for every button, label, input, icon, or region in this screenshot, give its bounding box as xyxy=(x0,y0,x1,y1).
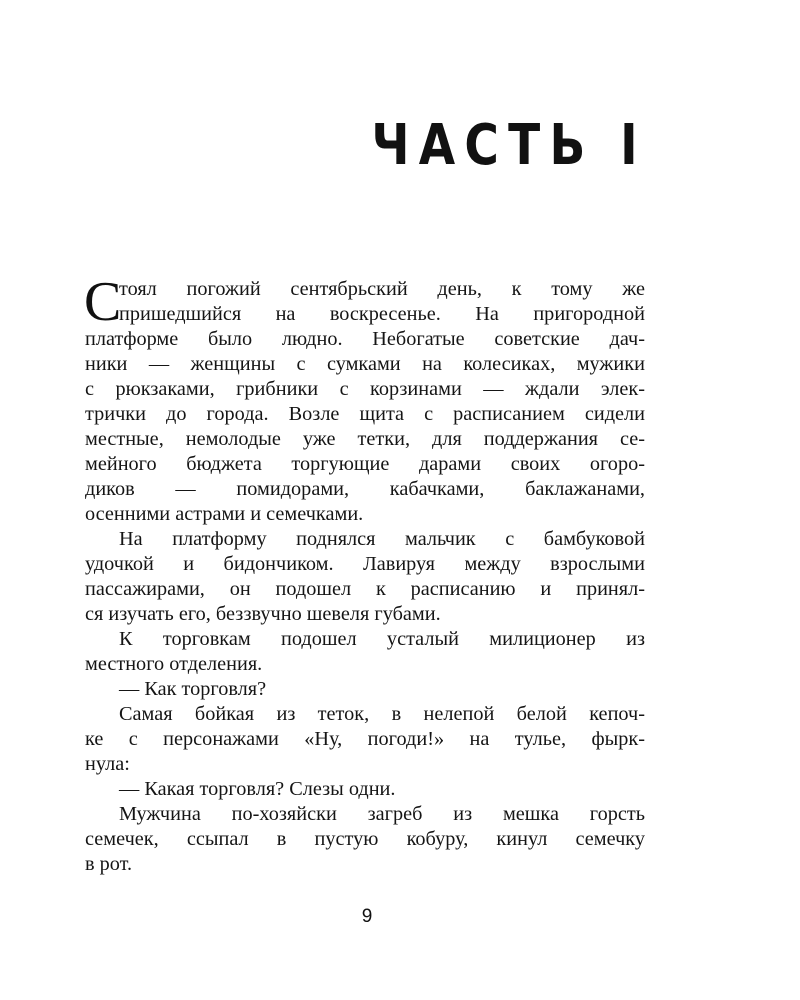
text-line: осенними астрами и семечками. xyxy=(85,503,364,525)
text-line: ке с персонажами «Ну, погоди!» на тулье, фырк- xyxy=(85,728,645,750)
page-number: 9 xyxy=(361,906,373,927)
text-line: пассажирами, он подошел к расписанию и принял- xyxy=(85,578,645,600)
text-line: нула: xyxy=(85,753,130,775)
text-line: — Как торговля? xyxy=(119,678,267,700)
text-line: Мужчина по-хозяйски загреб из мешка горсть xyxy=(119,803,645,825)
text-line: На платформу поднялся мальчик с бамбуковой xyxy=(119,528,645,550)
text-line: пришедшийся на воскресенье. На пригородной xyxy=(119,303,645,325)
text-line: платформе было людно. Небогатые советские дач- xyxy=(85,328,645,350)
text-line: ся изучать его, беззвучно шевеля губами. xyxy=(85,603,441,625)
text-line: семечек, ссыпал в пустую кобуру, кинул семечку xyxy=(85,828,645,850)
text-line: тоял погожий сентябрьский день, к тому же xyxy=(119,278,645,300)
part-heading: ЧАСТЬ I xyxy=(371,113,647,178)
text-line: местного отделения. xyxy=(85,653,263,675)
body-text xyxy=(84,271,645,877)
text-line: диков — помидорами, кабачками, баклажанами, xyxy=(85,478,645,500)
text-line: трички до города. Возле щита с расписанием сидели xyxy=(85,403,645,425)
text-line: ники — женщины с сумками на колесиках, мужики xyxy=(85,353,645,375)
text-line: Самая бойкая из теток, в нелепой белой кепоч- xyxy=(119,703,645,725)
text-line: мейного бюджета торгующие дарами своих огоро- xyxy=(85,453,645,475)
text-line: К торговкам подошел усталый милиционер из xyxy=(119,628,645,650)
text-line: удочкой и бидончиком. Лавируя между взрослыми xyxy=(85,553,645,575)
text-line: с рюкзаками, грибники с корзинами — ждали элек- xyxy=(85,378,645,400)
text-line: местные, немолодые уже тетки, для поддержания се- xyxy=(85,428,645,450)
text-line: — Какая торговля? Слезы одни. xyxy=(119,778,396,800)
drop-cap-letter: С xyxy=(84,271,122,333)
text-line: в рот. xyxy=(85,853,133,875)
